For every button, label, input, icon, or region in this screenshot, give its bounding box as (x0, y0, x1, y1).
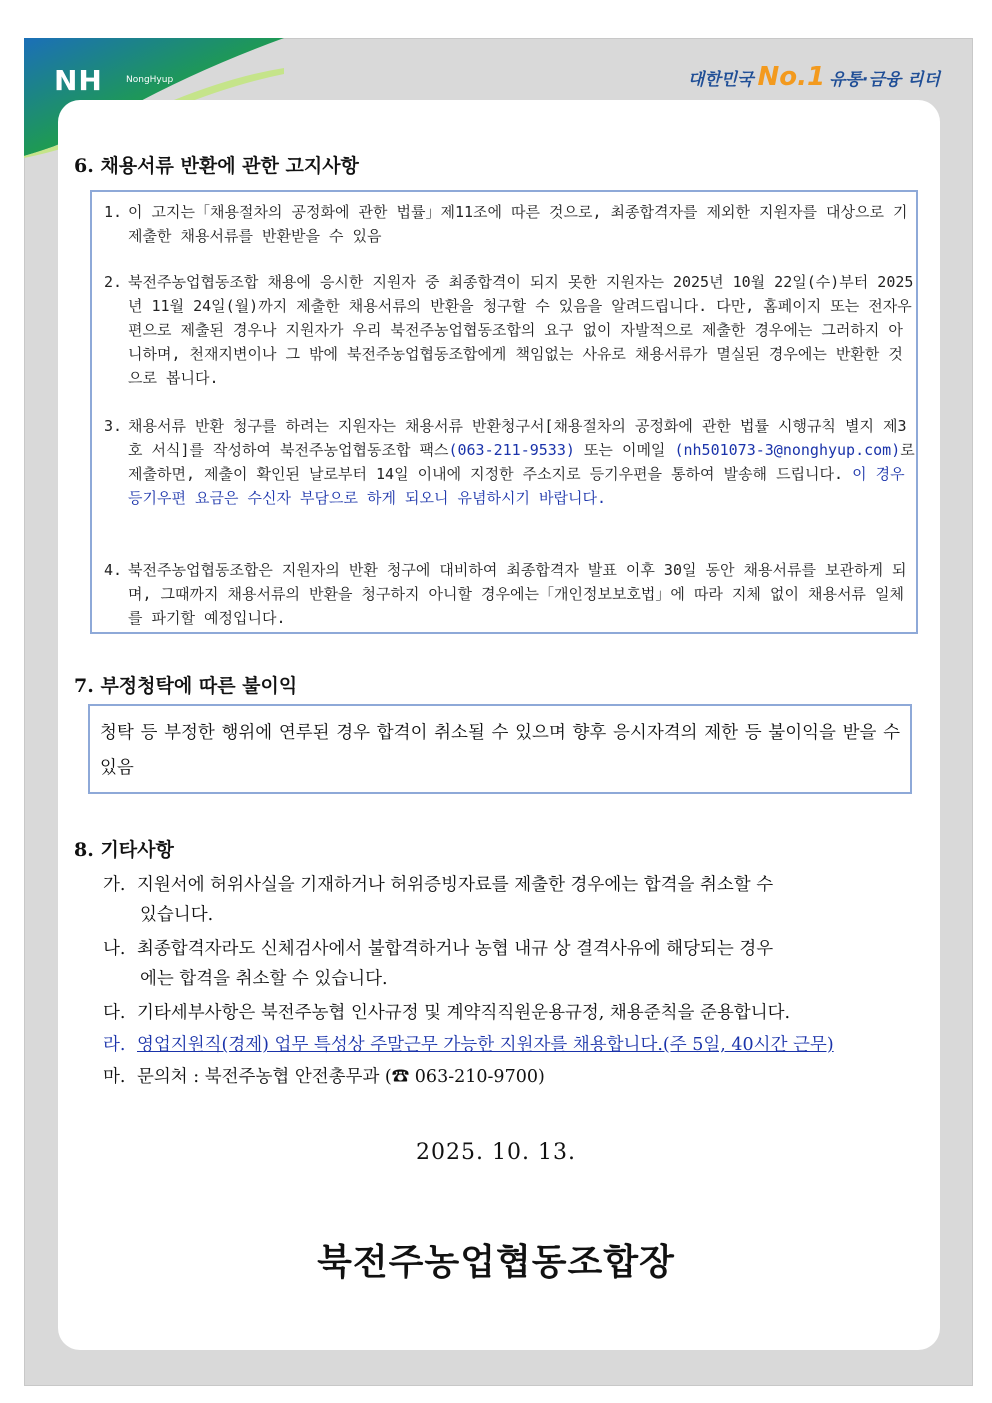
etc-text: 최종합격자라도 신체검사에서 불합격하거나 농협 내규 상 결격사유에 해당되는 경우 (137, 939, 774, 959)
etc-item-da (103, 998, 923, 1028)
section7-box: 청탁 등 부정한 행위에 연루된 경우 합격이 취소될 수 있으며 향후 응시자격의 제한 등 불이익을 받을 수 있음 (88, 704, 912, 794)
item-text: 북전주농업협동조합 채용에 응시한 지원자 중 최종합격이 되지 못한 지원자는 2025년 10월 22일(수)부터 2025년 11월 24일(월)까지 제출한 채용서류의 반환을 청구할 수 있음을 알려드립니다. 다만, 홈페이지 또는 전자우편으로 제출된 경우나 지원자가 우리 북전주농업협동조합의 요구 없이 자발적으로 제출한 경우에는 그러하지 아니하며, 천재지변이나 그 밖에 북전주농업협동조합에게 책임없는 사유로 채용서류가 멸실된 경우에는 반환한 것으로 봅니다. (128, 273, 914, 387)
etc-item-ga (103, 870, 923, 930)
item-text-part: 또는 이메일 (574, 441, 675, 459)
section6-item-2 (104, 270, 916, 390)
item-number: 4. (104, 561, 123, 579)
etc-text-cont: 있습니다. (140, 905, 214, 925)
item-text: 북전주농업협동조합은 지원자의 반환 청구에 대비하여 최종합격자 발표 이후 30일 동안 채용서류를 보관하게 되며, 그때까지 채용서류의 반환을 청구하지 아니할 경우에는「개인정보보호법」에 따라 지체 없이 채용서류 일체를 파기할 예정입니다. (128, 561, 907, 627)
item-text-part: 채용서류 반환 청구를 하려는 지원자는 채용서류 반환청구서[채용절차의 공정화에 관한 법률 시행규칙 별지 제3호 서식]를 작성하여 북전주농업협동조합 팩스 (128, 417, 907, 459)
item-number: 2. (104, 273, 123, 291)
etc-label: 가. (103, 875, 126, 895)
contact-text: 문의처 : 북전주농협 안전총무과 (☎ 063-210-9700) (137, 1067, 545, 1087)
item-text: 이 고지는「채용절차의 공정화에 관한 법률」제11조에 따른 것으로, 최종합격자를 제외한 지원자를 대상으로 기 제출한 채용서류를 반환받을 수 있음 (128, 203, 908, 245)
postage-notice: 이 경우 등기우편 요금은 수신자 부담으로 하게 되오니 유념하시기 바랍니다. (128, 465, 905, 507)
item-number: 3. (104, 417, 123, 435)
etc-label: 나. (103, 939, 126, 959)
slogan-pre: 대한민국 (687, 70, 754, 90)
etc-text: 지원서에 허위사실을 기재하거나 허위증빙자료를 제출한 경우에는 합격을 취소할 수 (137, 875, 774, 895)
etc-text: 기타세부사항은 북전주농협 인사규정 및 계약직직원운용규정, 채용준칙을 준용합니다. (137, 1003, 791, 1023)
nh-logo: NH (54, 64, 103, 97)
etc-label: 다. (103, 1003, 126, 1023)
etc-item-ra (103, 1030, 923, 1060)
slogan-no1: No.1 (757, 62, 826, 92)
section6-item-3 (104, 414, 916, 510)
document-date: 2025. 10. 13. (416, 1140, 576, 1165)
section6-item-1 (104, 200, 916, 248)
etc-item-na (103, 934, 923, 994)
nh-logo-sub: NongHyup (126, 75, 174, 85)
section8-title: 8. 기타사항 (74, 839, 174, 861)
slogan (688, 62, 940, 92)
item-text-part: 로 제출하면, 제출이 확인된 날로부터 14일 이내에 지정한 주소지로 등기우편을 통하여 발송해 드립니다. (128, 441, 915, 483)
item-number: 1. (104, 203, 123, 221)
fax-number: (063-211-9533) (448, 441, 575, 459)
slogan-post: 유통·금융 리더 (829, 70, 940, 90)
etc-label: 마. (103, 1067, 126, 1087)
section7-title: 7. 부정청탁에 따른 불이익 (74, 675, 298, 697)
section6-item-4 (104, 558, 916, 630)
item-text (104, 414, 916, 510)
section6-title: 6. 채용서류 반환에 관한 고지사항 (74, 155, 359, 177)
etc-label: 라. (103, 1035, 126, 1055)
etc-text-cont: 에는 합격을 취소할 수 있습니다. (140, 969, 388, 989)
email-address[interactable]: (nh501073-3@nonghyup.com) (674, 441, 901, 459)
etc-text: 영업지원직(경제) 업무 특성상 주말근무 가능한 지원자를 채용합니다.(주 5일, 40시간 근무) (137, 1035, 834, 1055)
signature: 북전주농업협동조합장 (317, 1241, 675, 1283)
etc-item-ma (103, 1062, 923, 1092)
